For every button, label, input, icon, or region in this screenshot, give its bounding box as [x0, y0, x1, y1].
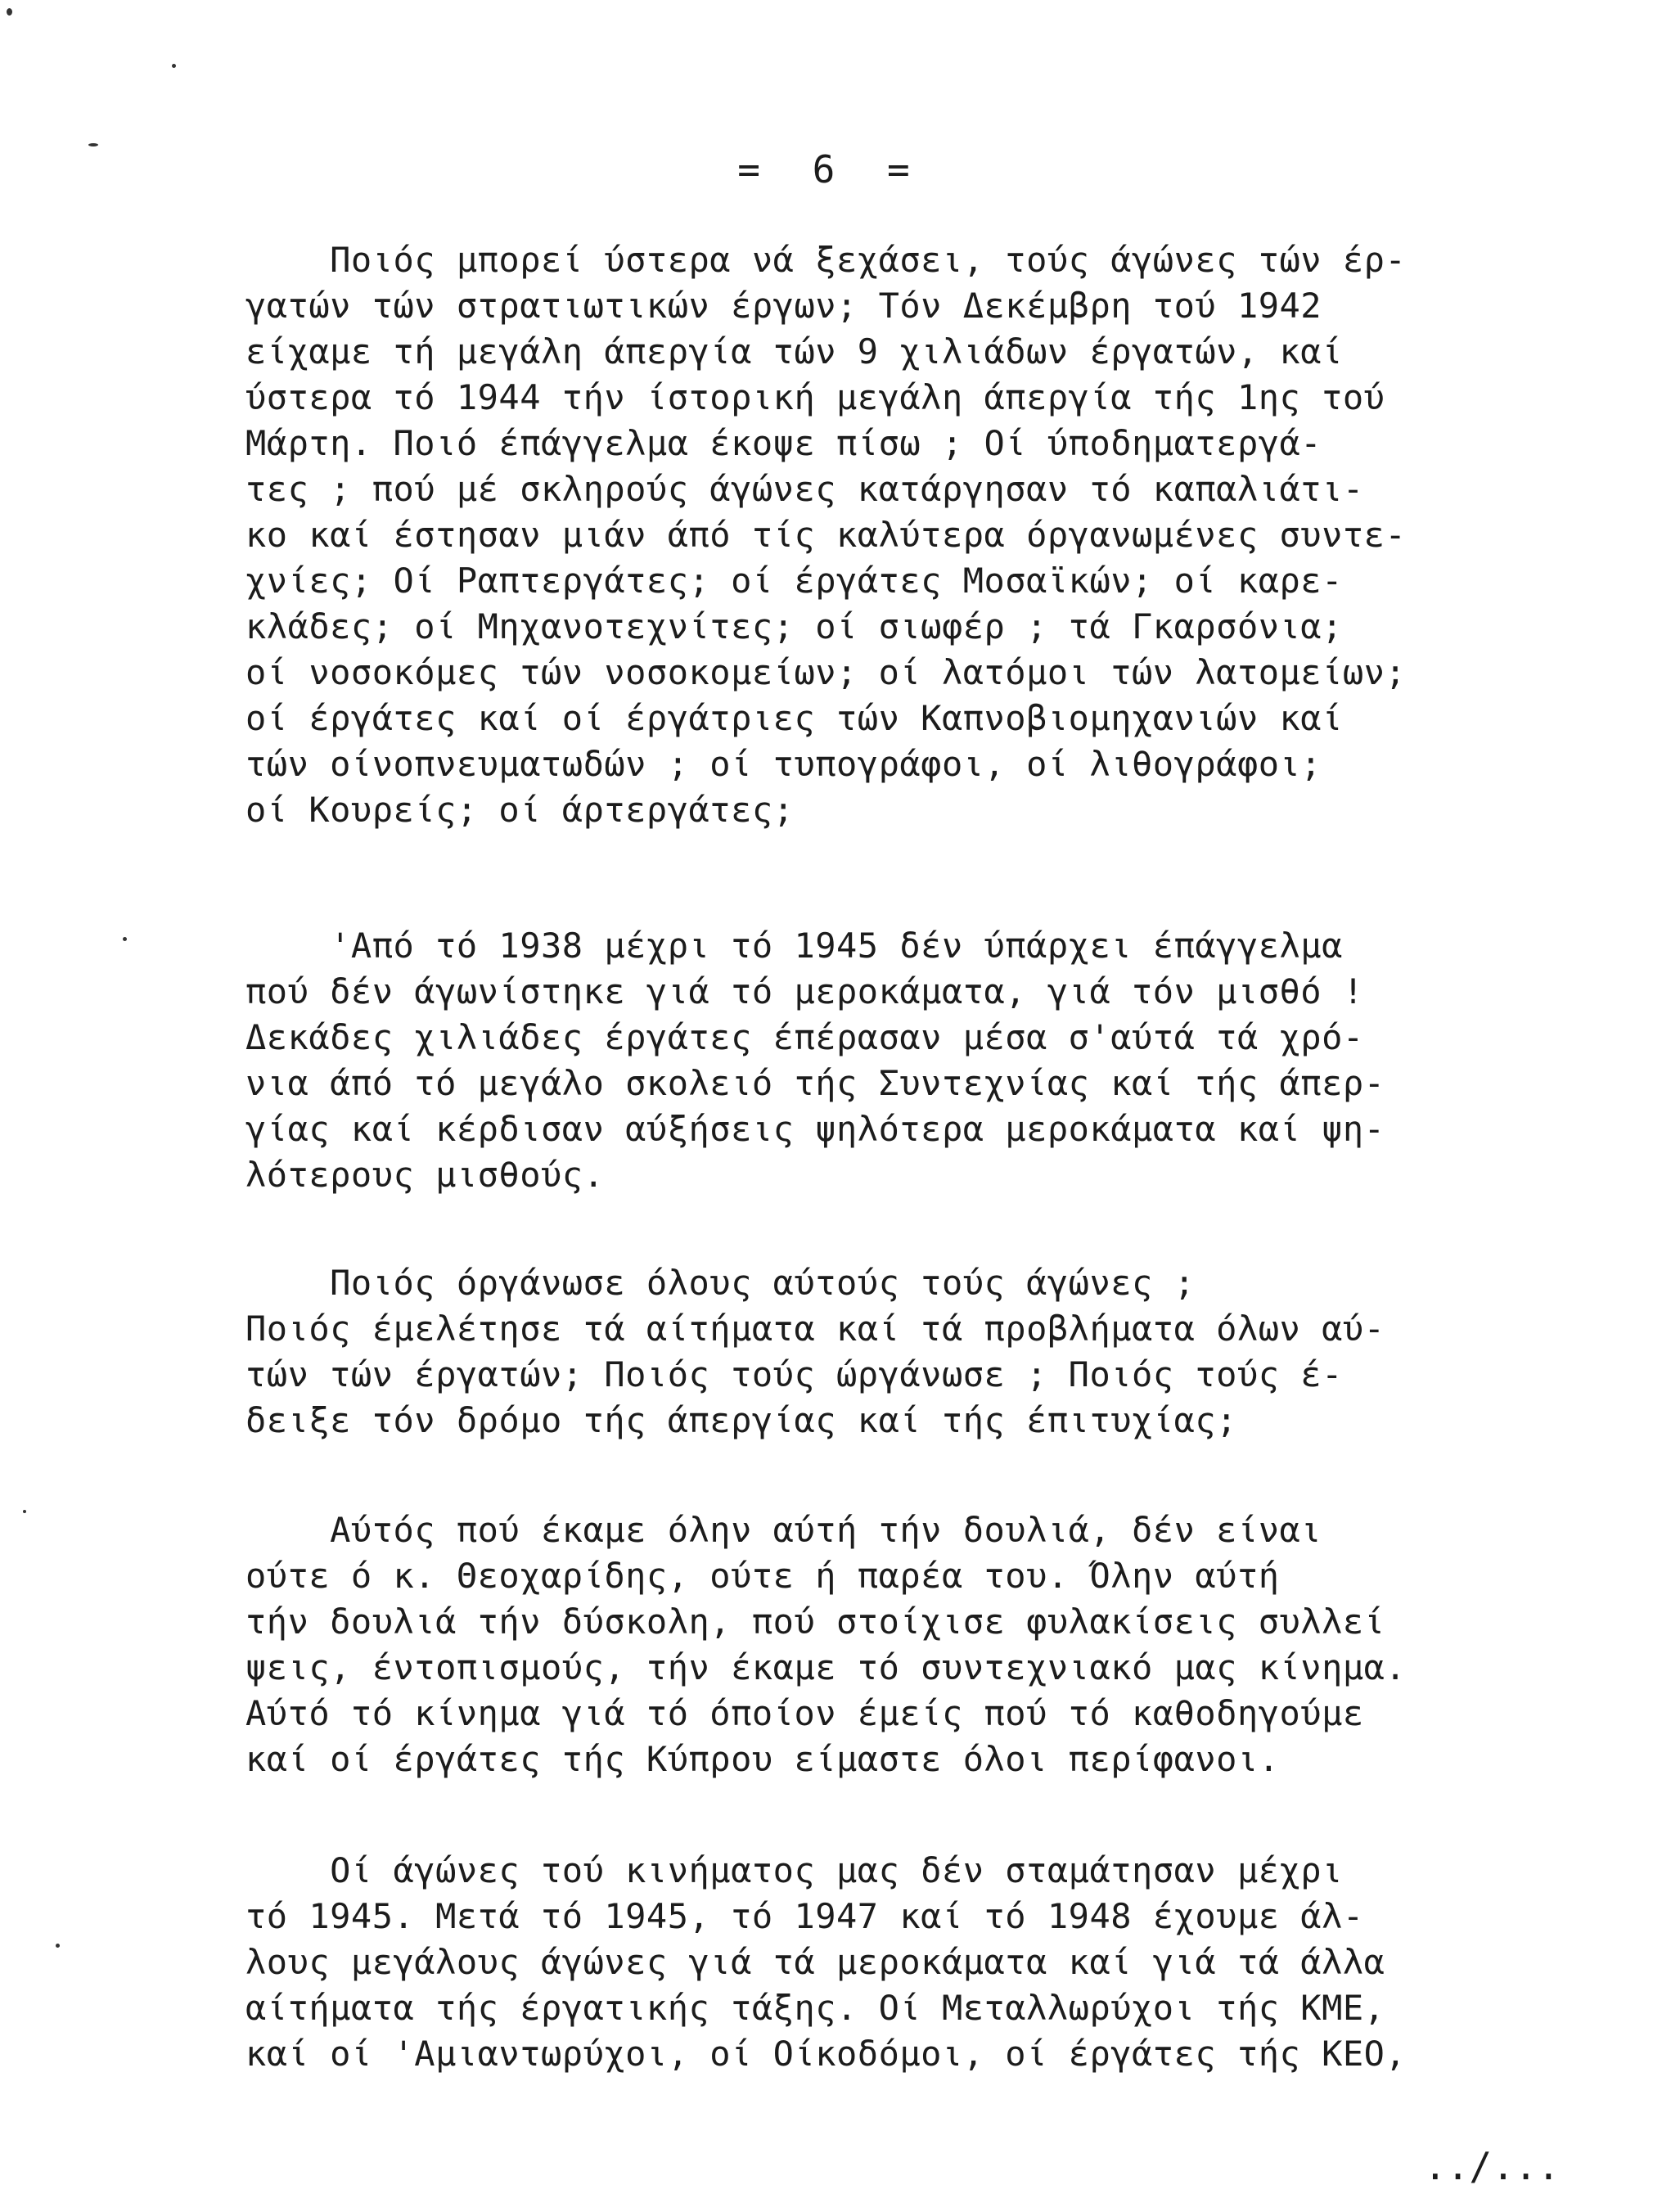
text-line: 'Από τό 1938 μέχρι τό 1945 δέν ύπάρχει έπάγγελμα [245, 926, 1343, 966]
paragraph-1938-1945 [245, 923, 1604, 1198]
scan-speck [56, 1944, 60, 1948]
text-line: κλάδες; οί Μηχανοτεχνίτες; οί σιωφέρ ; τά Γκαρσόνια; [245, 606, 1343, 646]
text-line: οί έργάτες καί οί έργάτριες τών Καπνοβιομηχανιών καί [245, 698, 1343, 738]
text-line: Ποιός μπορεί ύστερα νά ξεχάσει, τούς άγώνες τών έρ- [245, 240, 1407, 280]
text-line: δειξε τόν δρόμο τής άπεργίας καί τής έπιτυχίας; [245, 1400, 1237, 1440]
paragraph-wartime-struggles [245, 237, 1604, 833]
scan-speck [123, 937, 127, 941]
text-line: καί οί 'Αμιαντωρύχοι, οί Οίκοδόμοι, οί έργάτες τής ΚΕΟ, [245, 2034, 1407, 2074]
paragraph-movement [245, 1507, 1604, 1782]
scan-speck [88, 143, 98, 146]
text-line: χνίες; Οί Ραπτεργάτες; οί έργάτες Μοσαϊκών; οί καρε- [245, 561, 1343, 601]
text-line: πού δέν άγωνίστηκε γιά τό μεροκάματα, γιά τόν μισθό ! [245, 971, 1364, 1011]
text-line: Αύτός πού έκαμε όλην αύτή τήν δουλιά, δέν είναι [245, 1510, 1322, 1550]
text-line: τών οίνοπνευματωδών ; οί τυπογράφοι, οί λιθογράφοι; [245, 744, 1322, 784]
text-line: τες ; πού μέ σκληρούς άγώνες κατάργησαν τό καπαλιάτι- [245, 469, 1364, 509]
text-line: ούτε ό κ. Θεοχαρίδης, ούτε ή παρέα του. Όλην αύτή [245, 1556, 1280, 1596]
text-line: λότερους μισθούς. [245, 1155, 605, 1195]
text-line: αίτήματα τής έργατικής τάξης. Οί Μεταλλωρύχοι τής ΚΜΕ, [245, 1988, 1385, 2028]
text-line: λους μεγάλους άγώνες γιά τά μεροκάματα καί γιά τά άλλα [245, 1942, 1385, 1982]
scan-speck [172, 64, 176, 68]
text-line: νια άπό τό μεγάλο σκολειό τής Συντεχνίας καί τής άπερ- [245, 1063, 1385, 1103]
text-line: τήν δουλιά τήν δύσκολη, πού στοίχισε φυλακίσεις συλλεί [245, 1602, 1385, 1642]
paragraph-who-organised [245, 1260, 1604, 1444]
text-line: Ποιός όργάνωσε όλους αύτούς τούς άγώνες ; [245, 1263, 1196, 1303]
text-line: γίας καί κέρδισαν αύξήσεις ψηλότερα μεροκάματα καί ψη- [245, 1109, 1385, 1149]
text-line: Μάρτη. Ποιό έπάγγελμα έκοψε πίσω ; Οί ύποδηματεργά- [245, 423, 1322, 463]
text-line: γατών τών στρατιωτικών έργων; Τόν Δεκέμβρη τού 1942 [245, 286, 1322, 326]
text-line: οί Κουρείς; οί άρτεργάτες; [245, 790, 795, 830]
paragraph-after-1945 [245, 1848, 1604, 2077]
text-line: ύστερα τό 1944 τήν ίστορική μεγάλη άπεργία τής 1ης τού [245, 377, 1385, 417]
text-line: Ποιός έμελέτησε τά αίτήματα καί τά προβλήματα όλων αύ- [245, 1309, 1385, 1349]
text-line: ψεις, έντοπισμούς, τήν έκαμε τό συντεχνιακό μας κίνημα. [245, 1647, 1407, 1687]
scan-speck [7, 8, 12, 16]
text-line: τών τών έργατών; Ποιός τούς ώργάνωσε ; Ποιός τούς έ- [245, 1354, 1343, 1394]
text-line: Δεκάδες χιλιάδες έργάτες έπέρασαν μέσα σ'αύτά τά χρό- [245, 1017, 1364, 1057]
text-line: οί νοσοκόμες τών νοσοκομείων; οί λατόμοι τών λατομείων; [245, 652, 1407, 692]
text-line: Αύτό τό κίνημα γιά τό όποίον έμείς πού τό καθοδηγούμε [245, 1693, 1364, 1733]
text-line: είχαμε τή μεγάλη άπεργία τών 9 χιλιάδων έργατών, καί [245, 331, 1343, 372]
text-line: καί οί έργάτες τής Κύπρου είμαστε όλοι περίφανοι. [245, 1739, 1280, 1779]
page-number: = 6 = [737, 147, 925, 191]
text-line: τό 1945. Μετά τό 1945, τό 1947 καί τό 1948 έχουμε άλ- [245, 1896, 1364, 1936]
text-line: Οί άγώνες τού κινήματος μας δέν σταμάτησαν μέχρι [245, 1850, 1343, 1890]
text-line: κο καί έστησαν μιάν άπό τίς καλύτερα όργανωμένες συντε- [245, 515, 1407, 555]
continuation-mark: ../... [1424, 2144, 1561, 2188]
scan-speck [23, 1510, 26, 1513]
